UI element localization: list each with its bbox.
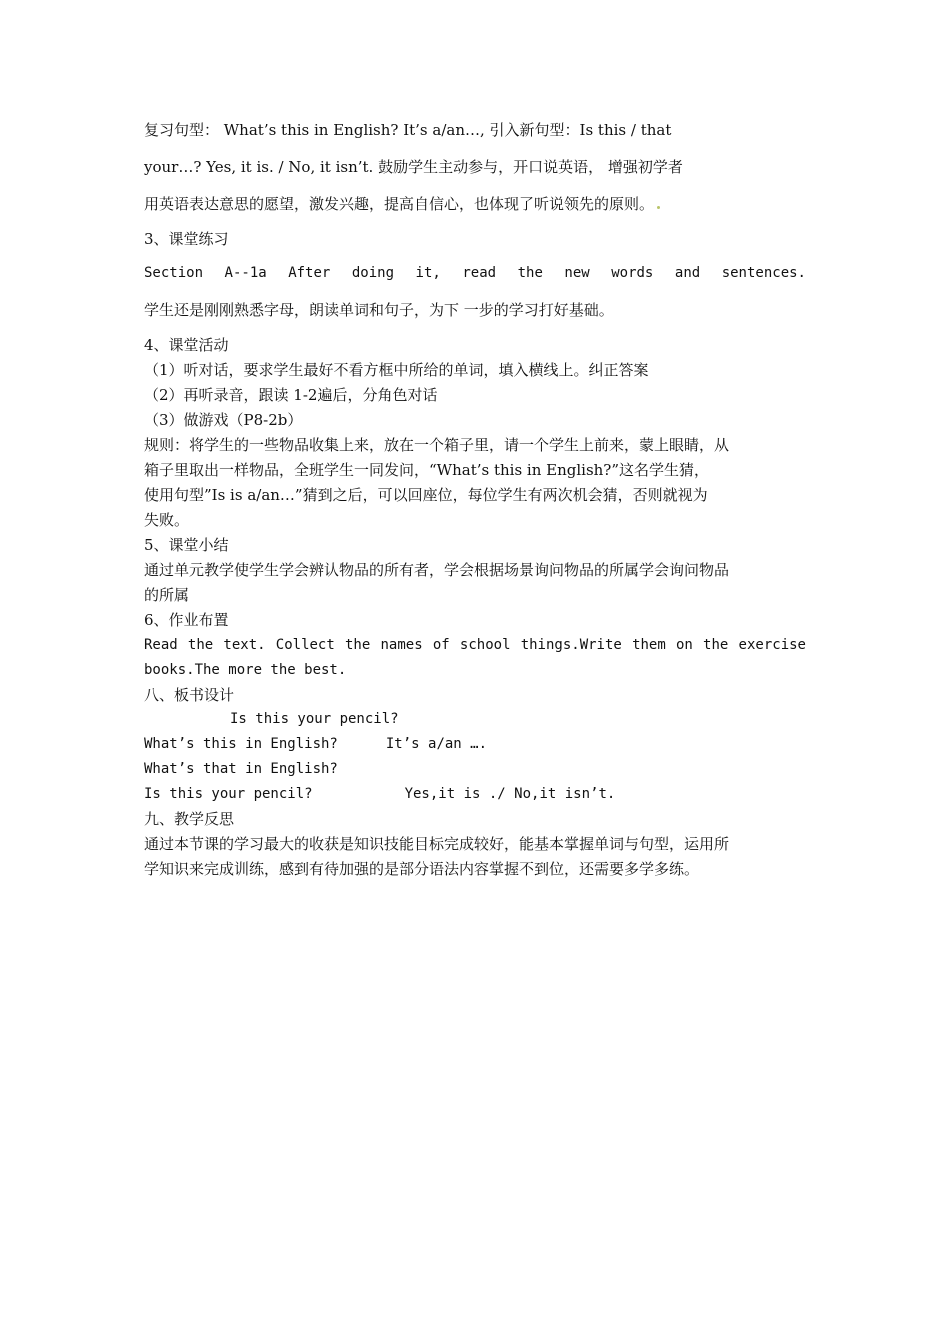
practice-word: sentences.	[721, 265, 806, 281]
practice-word: Section	[144, 265, 204, 281]
board-question-1: What’s this in English?	[144, 736, 338, 752]
board-row-3	[144, 784, 615, 804]
practice-word: the	[517, 265, 543, 281]
board-answer-1: It’s a/an ….	[385, 736, 488, 752]
homework-word: names	[380, 637, 423, 653]
review-line-1: 复习句型： What’s this in English? It’s a/an…, 引入新句型：Is this / that	[144, 121, 672, 139]
activity-item-1: （1）听对话，要求学生最好不看方框中所给的单词，填入横线上。纠正答案	[144, 361, 649, 379]
homework-word: of	[432, 637, 450, 653]
homework-word: Read	[144, 637, 178, 653]
reflection-line-2: 学知识来完成训练，感到有待加强的是部分语法内容掌握不到位，还需要多学多练。	[144, 860, 700, 878]
board-question-2: What’s that in English?	[144, 761, 338, 777]
homework-word: the	[187, 637, 214, 653]
review-line-3-text: 用英语表达意思的愿望，激发兴趣，提高自信心，也体现了听说领先的原则。	[144, 195, 655, 213]
section-9-heading: 九、教学反思	[144, 810, 235, 828]
homework-word: Collect	[275, 637, 335, 653]
summary-line-1: 通过单元教学使学生学会辨认物品的所有者，学会根据场景询问物品的所属学会询问物品	[144, 561, 730, 579]
homework-word: things.Write	[520, 637, 622, 653]
practice-word: A--1a	[224, 265, 267, 281]
section-3-heading: 3、课堂练习	[144, 230, 229, 248]
homework-word: the	[703, 637, 729, 653]
rules-line-4: 失败。	[144, 511, 190, 529]
homework-line-2: books.The more the best.	[144, 662, 347, 678]
homework-word: school	[459, 637, 511, 653]
section-6-heading: 6、作业布置	[144, 611, 229, 629]
homework-word: on	[675, 637, 693, 653]
homework-word: them	[632, 637, 666, 653]
practice-word: read	[462, 265, 497, 281]
summary-line-2: 的所属	[144, 586, 190, 604]
homework-line-1	[144, 635, 806, 655]
activity-item-3: （3）做游戏（P8-2b）	[144, 411, 303, 429]
homework-word: the	[345, 637, 371, 653]
practice-word: and	[674, 265, 701, 281]
review-line-3	[144, 194, 660, 214]
practice-word: new	[564, 265, 590, 281]
section-5-heading: 5、课堂小结	[144, 536, 229, 554]
section-4-heading: 4、课堂活动	[144, 336, 229, 354]
practice-word: After	[288, 265, 331, 281]
board-question-3: Is this your pencil?	[144, 786, 313, 802]
review-line-2: your…? Yes, it is. / No, it isn’t. 鼓励学生主动参与，开口说英语， 增强初学者	[144, 158, 683, 176]
rules-line-1: 规则：将学生的一些物品收集上来，放在一个箱子里，请一个学生上前来，蒙上眼睛，从	[144, 436, 730, 454]
rules-line-2: 箱子里取出一样物品，全班学生一同发问，“What’s this in English?”这名学生猜，	[144, 461, 710, 479]
board-title: Is this your pencil?	[230, 711, 399, 727]
section-3-practice-line	[144, 263, 806, 283]
homework-word: text.	[223, 637, 266, 653]
board-row-1	[144, 734, 487, 754]
board-answer-3: Yes,it is ./ No,it isn’t.	[404, 786, 616, 802]
practice-word: doing	[351, 265, 395, 281]
rules-line-3: 使用句型”Is is a/an…”猜到之后，可以回座位，每位学生有两次机会猜，否则就视为	[144, 486, 708, 504]
practice-word: it,	[415, 265, 441, 281]
homework-word: exercise	[738, 637, 806, 653]
practice-word: words	[611, 265, 654, 281]
reflection-line-1: 通过本节课的学习最大的收获是知识技能目标完成较好，能基本掌握单词与句型，运用所	[144, 835, 730, 853]
mark-dot	[657, 206, 660, 209]
section-8-heading: 八、板书设计	[144, 686, 235, 704]
activity-item-2: （2）再听录音，跟读 1-2遍后，分角色对话	[144, 386, 438, 404]
section-3-note: 学生还是刚刚熟悉字母，朗读单词和句子，为下 一步的学习打好基础。	[144, 301, 614, 319]
